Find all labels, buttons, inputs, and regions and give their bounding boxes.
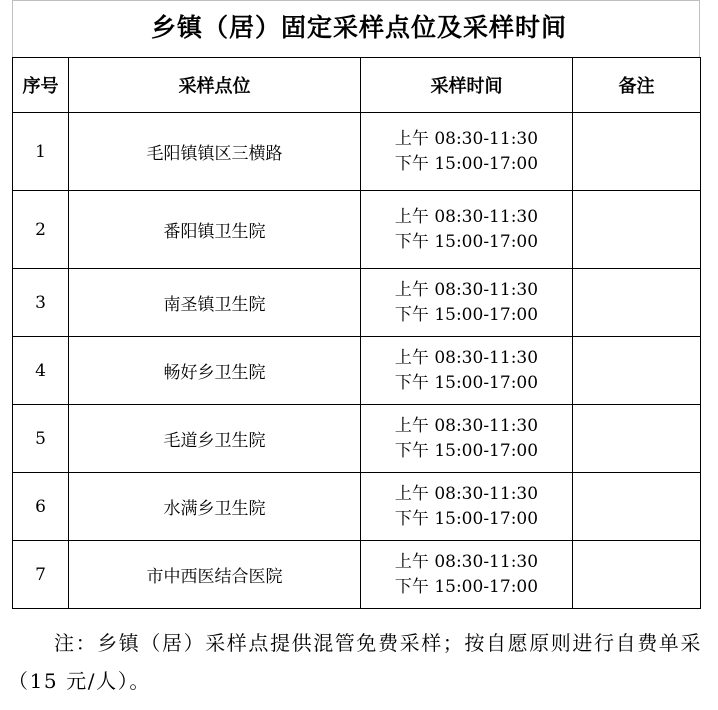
row-number: 3 <box>13 269 69 337</box>
page-title: 乡镇（居）固定采样点位及采样时间 <box>150 13 567 42</box>
row-number: 6 <box>13 473 69 541</box>
table-row <box>13 405 701 473</box>
time-morning: 上午 08:30-11:30 <box>394 206 539 227</box>
time-afternoon: 下午 15:00-17:00 <box>394 304 539 325</box>
time-afternoon: 下午 15:00-17:00 <box>394 576 539 597</box>
sampling-time <box>361 269 573 337</box>
sampling-time <box>361 337 573 405</box>
remark-cell <box>573 473 701 541</box>
header-time: 采样时间 <box>361 58 573 113</box>
remark-cell <box>573 191 701 269</box>
time-morning: 上午 08:30-11:30 <box>394 279 539 300</box>
sampling-site: 南圣镇卫生院 <box>69 269 361 337</box>
time-afternoon: 下午 15:00-17:00 <box>394 372 539 393</box>
sampling-site: 畅好乡卫生院 <box>69 337 361 405</box>
time-morning: 上午 08:30-11:30 <box>394 415 539 436</box>
remark-cell <box>573 337 701 405</box>
sampling-time <box>361 541 573 609</box>
sampling-site: 番阳镇卫生院 <box>69 191 361 269</box>
header-remark: 备注 <box>573 58 701 113</box>
time-morning: 上午 08:30-11:30 <box>394 347 539 368</box>
table-row <box>13 541 701 609</box>
remark-cell <box>573 113 701 191</box>
sampling-time <box>361 473 573 541</box>
sampling-time <box>361 113 573 191</box>
time-morning: 上午 08:30-11:30 <box>394 483 539 504</box>
time-morning: 上午 08:30-11:30 <box>394 551 539 572</box>
table-row <box>13 269 701 337</box>
sampling-site: 市中西医结合医院 <box>69 541 361 609</box>
footnote: 注：乡镇（居）采样点提供混管免费采样；按自愿原则进行自费单采（15 元/人）。 <box>8 631 702 693</box>
row-number: 2 <box>13 191 69 269</box>
time-afternoon: 下午 15:00-17:00 <box>394 231 539 252</box>
sampling-site: 毛道乡卫生院 <box>69 405 361 473</box>
row-number: 7 <box>13 541 69 609</box>
time-morning: 上午 08:30-11:30 <box>394 128 539 149</box>
table-row <box>13 113 701 191</box>
table-row <box>13 473 701 541</box>
remark-cell <box>573 269 701 337</box>
time-afternoon: 下午 15:00-17:00 <box>394 440 539 461</box>
sampling-time <box>361 405 573 473</box>
row-number: 1 <box>13 113 69 191</box>
header-no: 序号 <box>13 58 69 113</box>
sampling-time <box>361 191 573 269</box>
remark-cell <box>573 541 701 609</box>
header-site: 采样点位 <box>69 58 361 113</box>
sampling-table <box>12 57 701 609</box>
table-row <box>13 337 701 405</box>
table-row <box>13 191 701 269</box>
remark-cell <box>573 405 701 473</box>
sampling-site: 水满乡卫生院 <box>69 473 361 541</box>
sampling-site: 毛阳镇镇区三横路 <box>69 113 361 191</box>
time-afternoon: 下午 15:00-17:00 <box>394 153 539 174</box>
row-number: 5 <box>13 405 69 473</box>
time-afternoon: 下午 15:00-17:00 <box>394 508 539 529</box>
table-header-row <box>13 58 701 113</box>
row-number: 4 <box>13 337 69 405</box>
